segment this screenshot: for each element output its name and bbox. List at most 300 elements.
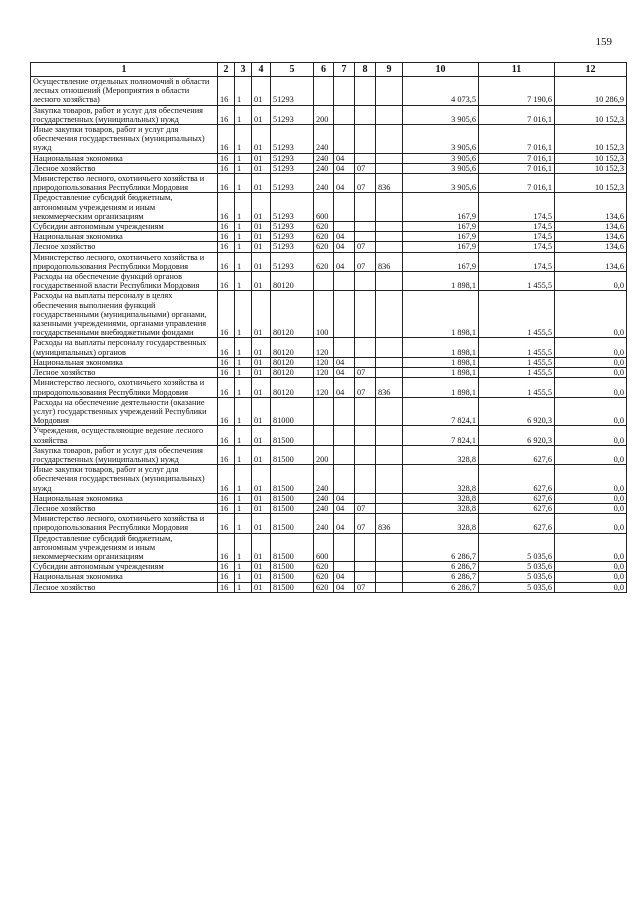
amount-cell: 6 286,7 xyxy=(403,533,479,562)
column-header: 5 xyxy=(271,63,314,77)
code-cell: 16 xyxy=(218,572,235,582)
code-cell: 01 xyxy=(252,357,271,367)
code-cell: 1 xyxy=(235,272,252,291)
table-row xyxy=(31,533,627,562)
code-cell xyxy=(355,193,376,222)
table-row xyxy=(31,105,627,124)
amount-cell: 1 898,1 xyxy=(403,338,479,357)
code-cell xyxy=(334,222,355,232)
code-cell xyxy=(355,465,376,494)
table-row xyxy=(31,368,627,378)
code-cell: 01 xyxy=(252,105,271,124)
code-cell: 1 xyxy=(235,426,252,445)
amount-cell: 10 152,3 xyxy=(555,174,627,193)
code-cell: 07 xyxy=(355,174,376,193)
column-header: 12 xyxy=(555,63,627,77)
code-cell: 07 xyxy=(355,368,376,378)
row-name-cell: Иные закупки товаров, работ и услуг для обеспечения государственных (муниципальных) нужд xyxy=(31,125,218,154)
code-cell xyxy=(376,291,403,338)
code-cell: 07 xyxy=(355,582,376,592)
row-name-cell: Учреждения, осуществляющие ведение лесного хозяйства xyxy=(31,426,218,445)
code-cell xyxy=(376,153,403,163)
amount-cell: 328,8 xyxy=(403,445,479,464)
code-cell xyxy=(376,582,403,592)
code-cell: 240 xyxy=(314,163,334,173)
code-cell: 01 xyxy=(252,582,271,592)
amount-cell: 1 898,1 xyxy=(403,291,479,338)
code-cell: 81500 xyxy=(271,572,314,582)
table-row xyxy=(31,582,627,592)
amount-cell: 7 190,6 xyxy=(479,77,555,106)
code-cell: 80120 xyxy=(271,378,314,397)
code-cell: 1 xyxy=(235,174,252,193)
code-cell: 120 xyxy=(314,338,334,357)
amount-cell: 167,9 xyxy=(403,232,479,242)
code-cell: 16 xyxy=(218,291,235,338)
amount-cell: 328,8 xyxy=(403,465,479,494)
code-cell xyxy=(334,272,355,291)
code-cell xyxy=(355,222,376,232)
code-cell: 100 xyxy=(314,291,334,338)
row-name-cell: Предоставление субсидий бюджетным, автономным учреждениям и иным некоммерческим организациям xyxy=(31,193,218,222)
amount-cell: 0,0 xyxy=(555,368,627,378)
code-cell: 81000 xyxy=(271,397,314,426)
code-cell: 16 xyxy=(218,533,235,562)
amount-cell: 134,6 xyxy=(555,193,627,222)
code-cell xyxy=(334,445,355,464)
code-cell xyxy=(334,77,355,106)
code-cell xyxy=(334,291,355,338)
code-cell xyxy=(376,232,403,242)
row-name-cell: Национальная экономика xyxy=(31,153,218,163)
table-row xyxy=(31,163,627,173)
code-cell: 01 xyxy=(252,125,271,154)
code-cell xyxy=(355,291,376,338)
code-cell: 01 xyxy=(252,445,271,464)
code-cell: 04 xyxy=(334,242,355,252)
amount-cell: 134,6 xyxy=(555,242,627,252)
code-cell: 04 xyxy=(334,357,355,367)
amount-cell: 0,0 xyxy=(555,493,627,503)
code-cell: 51293 xyxy=(271,105,314,124)
code-cell: 1 xyxy=(235,503,252,513)
amount-cell: 627,6 xyxy=(479,493,555,503)
code-cell: 1 xyxy=(235,445,252,464)
amount-cell: 1 455,5 xyxy=(479,338,555,357)
code-cell: 80120 xyxy=(271,272,314,291)
amount-cell: 5 035,6 xyxy=(479,572,555,582)
amount-cell: 7 824,1 xyxy=(403,426,479,445)
row-name-cell: Закупка товаров, работ и услуг для обеспечения государственных (муниципальных) нужд xyxy=(31,105,218,124)
amount-cell: 0,0 xyxy=(555,272,627,291)
code-cell xyxy=(355,426,376,445)
column-header: 6 xyxy=(314,63,334,77)
code-cell: 51293 xyxy=(271,77,314,106)
code-cell: 200 xyxy=(314,445,334,464)
code-cell: 16 xyxy=(218,153,235,163)
code-cell: 16 xyxy=(218,378,235,397)
amount-cell: 174,5 xyxy=(479,252,555,271)
row-name-cell: Лесное хозяйство xyxy=(31,503,218,513)
code-cell xyxy=(376,368,403,378)
code-cell: 01 xyxy=(252,368,271,378)
code-cell xyxy=(355,397,376,426)
amount-cell: 7 016,1 xyxy=(479,125,555,154)
amount-cell: 1 898,1 xyxy=(403,368,479,378)
code-cell xyxy=(355,153,376,163)
page-number: 159 xyxy=(595,36,612,48)
code-cell xyxy=(376,493,403,503)
amount-cell: 10 286,9 xyxy=(555,77,627,106)
code-cell: 1 xyxy=(235,77,252,106)
column-header: 7 xyxy=(334,63,355,77)
table-row xyxy=(31,357,627,367)
code-cell xyxy=(314,397,334,426)
code-cell: 07 xyxy=(355,378,376,397)
code-cell: 81500 xyxy=(271,503,314,513)
code-cell: 1 xyxy=(235,533,252,562)
row-name-cell: Иные закупки товаров, работ и услуг для обеспечения государственных (муниципальных) нужд xyxy=(31,465,218,494)
code-cell xyxy=(334,562,355,572)
code-cell: 16 xyxy=(218,357,235,367)
code-cell: 16 xyxy=(218,174,235,193)
code-cell: 07 xyxy=(355,252,376,271)
code-cell: 836 xyxy=(376,174,403,193)
row-name-cell: Предоставление субсидий бюджетным, автономным учреждениям и иным некоммерческим организациям xyxy=(31,533,218,562)
code-cell: 01 xyxy=(252,397,271,426)
code-cell: 16 xyxy=(218,105,235,124)
code-cell: 200 xyxy=(314,105,334,124)
amount-cell: 1 455,5 xyxy=(479,357,555,367)
column-header: 1 xyxy=(31,63,218,77)
code-cell xyxy=(355,272,376,291)
code-cell: 04 xyxy=(334,514,355,533)
header-row xyxy=(31,63,627,77)
code-cell xyxy=(334,465,355,494)
code-cell: 16 xyxy=(218,77,235,106)
code-cell: 04 xyxy=(334,252,355,271)
row-name-cell: Министерство лесного, охотничьего хозяйства и природопользования Республики Мордовия xyxy=(31,174,218,193)
code-cell: 120 xyxy=(314,368,334,378)
code-cell: 16 xyxy=(218,368,235,378)
code-cell: 51293 xyxy=(271,163,314,173)
table-row xyxy=(31,426,627,445)
amount-cell: 3 905,6 xyxy=(403,153,479,163)
amount-cell: 0,0 xyxy=(555,562,627,572)
table-row xyxy=(31,153,627,163)
code-cell: 81500 xyxy=(271,533,314,562)
amount-cell: 0,0 xyxy=(555,533,627,562)
amount-cell: 7 016,1 xyxy=(479,105,555,124)
amount-cell: 4 073,5 xyxy=(403,77,479,106)
code-cell: 836 xyxy=(376,514,403,533)
code-cell: 51293 xyxy=(271,174,314,193)
table-row xyxy=(31,445,627,464)
code-cell: 01 xyxy=(252,465,271,494)
amount-cell: 174,5 xyxy=(479,232,555,242)
code-cell: 16 xyxy=(218,222,235,232)
code-cell: 16 xyxy=(218,562,235,572)
code-cell xyxy=(334,338,355,357)
code-cell: 07 xyxy=(355,163,376,173)
code-cell: 16 xyxy=(218,338,235,357)
table-row xyxy=(31,242,627,252)
budget-table xyxy=(30,62,627,593)
code-cell: 80120 xyxy=(271,357,314,367)
code-cell: 836 xyxy=(376,252,403,271)
amount-cell: 7 016,1 xyxy=(479,163,555,173)
code-cell: 51293 xyxy=(271,252,314,271)
code-cell xyxy=(376,163,403,173)
amount-cell: 174,5 xyxy=(479,193,555,222)
code-cell: 04 xyxy=(334,378,355,397)
code-cell: 240 xyxy=(314,503,334,513)
code-cell xyxy=(355,562,376,572)
amount-cell: 328,8 xyxy=(403,514,479,533)
table-row xyxy=(31,378,627,397)
amount-cell: 1 455,5 xyxy=(479,368,555,378)
code-cell xyxy=(334,397,355,426)
amount-cell: 0,0 xyxy=(555,465,627,494)
code-cell xyxy=(376,572,403,582)
row-name-cell: Министерство лесного, охотничьего хозяйства и природопользования Республики Мордовия xyxy=(31,252,218,271)
code-cell: 1 xyxy=(235,338,252,357)
row-name-cell: Расходы на обеспечение деятельности (оказание услуг) государственных учреждений Республики Мордовия xyxy=(31,397,218,426)
table-body xyxy=(31,77,627,593)
code-cell xyxy=(314,272,334,291)
code-cell: 1 xyxy=(235,232,252,242)
amount-cell: 6 920,3 xyxy=(479,426,555,445)
code-cell: 51293 xyxy=(271,153,314,163)
code-cell: 1 xyxy=(235,357,252,367)
table-row xyxy=(31,252,627,271)
table-row xyxy=(31,291,627,338)
code-cell: 1 xyxy=(235,193,252,222)
table-row xyxy=(31,503,627,513)
code-cell: 1 xyxy=(235,493,252,503)
code-cell xyxy=(355,232,376,242)
code-cell: 51293 xyxy=(271,193,314,222)
code-cell: 01 xyxy=(252,493,271,503)
code-cell xyxy=(355,77,376,106)
code-cell: 01 xyxy=(252,503,271,513)
amount-cell: 167,9 xyxy=(403,242,479,252)
code-cell: 16 xyxy=(218,163,235,173)
amount-cell: 0,0 xyxy=(555,582,627,592)
table-row xyxy=(31,232,627,242)
code-cell: 1 xyxy=(235,105,252,124)
amount-cell: 3 905,6 xyxy=(403,163,479,173)
code-cell xyxy=(355,105,376,124)
amount-cell: 1 898,1 xyxy=(403,357,479,367)
amount-cell: 7 016,1 xyxy=(479,174,555,193)
code-cell xyxy=(334,193,355,222)
code-cell: 240 xyxy=(314,153,334,163)
code-cell: 1 xyxy=(235,397,252,426)
row-name-cell: Субсидии автономным учреждениям xyxy=(31,562,218,572)
amount-cell: 7 824,1 xyxy=(403,397,479,426)
table-row xyxy=(31,272,627,291)
code-cell xyxy=(314,77,334,106)
code-cell: 16 xyxy=(218,426,235,445)
code-cell: 16 xyxy=(218,582,235,592)
code-cell xyxy=(376,338,403,357)
code-cell: 240 xyxy=(314,465,334,494)
code-cell: 620 xyxy=(314,562,334,572)
code-cell: 620 xyxy=(314,252,334,271)
amount-cell: 0,0 xyxy=(555,338,627,357)
code-cell: 16 xyxy=(218,465,235,494)
code-cell: 1 xyxy=(235,378,252,397)
row-name-cell: Национальная экономика xyxy=(31,493,218,503)
code-cell: 1 xyxy=(235,572,252,582)
code-cell xyxy=(334,125,355,154)
code-cell: 620 xyxy=(314,242,334,252)
code-cell xyxy=(376,445,403,464)
amount-cell: 1 455,5 xyxy=(479,291,555,338)
amount-cell: 328,8 xyxy=(403,493,479,503)
row-name-cell: Министерство лесного, охотничьего хозяйства и природопользования Республики Мордовия xyxy=(31,378,218,397)
code-cell xyxy=(376,105,403,124)
row-name-cell: Расходы на выплаты персоналу в целях обеспечения выполнения функций государственными (муниципальными) органами, казенными учреждениями, органами управления государственными внебюджетными фондами xyxy=(31,291,218,338)
code-cell: 620 xyxy=(314,582,334,592)
table-row xyxy=(31,465,627,494)
code-cell: 07 xyxy=(355,242,376,252)
code-cell: 240 xyxy=(314,493,334,503)
column-header: 2 xyxy=(218,63,235,77)
code-cell: 01 xyxy=(252,514,271,533)
code-cell: 1 xyxy=(235,242,252,252)
code-cell: 620 xyxy=(314,222,334,232)
column-header: 8 xyxy=(355,63,376,77)
row-name-cell: Министерство лесного, охотничьего хозяйства и природопользования Республики Мордовия xyxy=(31,514,218,533)
code-cell: 51293 xyxy=(271,125,314,154)
code-cell xyxy=(376,357,403,367)
column-header: 3 xyxy=(235,63,252,77)
code-cell: 04 xyxy=(334,174,355,193)
amount-cell: 174,5 xyxy=(479,242,555,252)
code-cell xyxy=(355,493,376,503)
table-row xyxy=(31,397,627,426)
code-cell xyxy=(376,503,403,513)
code-cell: 16 xyxy=(218,125,235,154)
code-cell xyxy=(355,338,376,357)
row-name-cell: Национальная экономика xyxy=(31,572,218,582)
code-cell: 600 xyxy=(314,193,334,222)
code-cell xyxy=(376,193,403,222)
row-name-cell: Расходы на обеспечение функций органов государственной власти Республики Мордовия xyxy=(31,272,218,291)
amount-cell: 167,9 xyxy=(403,252,479,271)
code-cell xyxy=(376,77,403,106)
code-cell: 1 xyxy=(235,153,252,163)
code-cell: 81500 xyxy=(271,514,314,533)
code-cell: 16 xyxy=(218,193,235,222)
code-cell xyxy=(334,533,355,562)
row-name-cell: Лесное хозяйство xyxy=(31,582,218,592)
amount-cell: 3 905,6 xyxy=(403,105,479,124)
code-cell: 16 xyxy=(218,242,235,252)
row-name-cell: Национальная экономика xyxy=(31,357,218,367)
row-name-cell: Лесное хозяйство xyxy=(31,242,218,252)
column-header: 4 xyxy=(252,63,271,77)
amount-cell: 10 152,3 xyxy=(555,125,627,154)
code-cell: 01 xyxy=(252,338,271,357)
amount-cell: 167,9 xyxy=(403,193,479,222)
code-cell xyxy=(355,357,376,367)
table-row xyxy=(31,125,627,154)
code-cell: 81500 xyxy=(271,445,314,464)
code-cell: 120 xyxy=(314,378,334,397)
code-cell: 836 xyxy=(376,378,403,397)
table-row xyxy=(31,572,627,582)
code-cell: 620 xyxy=(314,572,334,582)
code-cell: 51293 xyxy=(271,242,314,252)
code-cell: 16 xyxy=(218,397,235,426)
table-row xyxy=(31,174,627,193)
code-cell: 1 xyxy=(235,252,252,271)
row-name-cell: Закупка товаров, работ и услуг для обеспечения государственных (муниципальных) нужд xyxy=(31,445,218,464)
amount-cell: 1 898,1 xyxy=(403,272,479,291)
code-cell: 16 xyxy=(218,493,235,503)
row-name-cell: Лесное хозяйство xyxy=(31,368,218,378)
amount-cell: 134,6 xyxy=(555,252,627,271)
amount-cell: 10 152,3 xyxy=(555,105,627,124)
code-cell: 04 xyxy=(334,163,355,173)
row-name-cell: Расходы на выплаты персоналу государственных (муниципальных) органов xyxy=(31,338,218,357)
code-cell: 01 xyxy=(252,291,271,338)
code-cell: 81500 xyxy=(271,582,314,592)
amount-cell: 328,8 xyxy=(403,503,479,513)
code-cell: 600 xyxy=(314,533,334,562)
amount-cell: 7 016,1 xyxy=(479,153,555,163)
code-cell xyxy=(334,426,355,445)
code-cell: 80120 xyxy=(271,338,314,357)
code-cell: 81500 xyxy=(271,426,314,445)
amount-cell: 6 286,7 xyxy=(403,572,479,582)
code-cell: 01 xyxy=(252,222,271,232)
code-cell: 1 xyxy=(235,222,252,232)
row-name-cell: Лесное хозяйство xyxy=(31,163,218,173)
code-cell: 01 xyxy=(252,242,271,252)
amount-cell: 6 286,7 xyxy=(403,562,479,572)
code-cell: 04 xyxy=(334,582,355,592)
amount-cell: 3 905,6 xyxy=(403,174,479,193)
code-cell: 120 xyxy=(314,357,334,367)
amount-cell: 5 035,6 xyxy=(479,582,555,592)
code-cell: 240 xyxy=(314,125,334,154)
column-header: 10 xyxy=(403,63,479,77)
amount-cell: 0,0 xyxy=(555,397,627,426)
code-cell: 1 xyxy=(235,514,252,533)
code-cell xyxy=(376,272,403,291)
table-row xyxy=(31,193,627,222)
code-cell xyxy=(376,242,403,252)
code-cell xyxy=(376,426,403,445)
code-cell: 16 xyxy=(218,445,235,464)
amount-cell: 5 035,6 xyxy=(479,562,555,572)
amount-cell: 1 898,1 xyxy=(403,378,479,397)
code-cell xyxy=(355,445,376,464)
code-cell: 04 xyxy=(334,503,355,513)
code-cell: 81500 xyxy=(271,562,314,572)
code-cell: 1 xyxy=(235,291,252,338)
code-cell xyxy=(376,397,403,426)
code-cell: 1 xyxy=(235,465,252,494)
amount-cell: 0,0 xyxy=(555,378,627,397)
code-cell: 01 xyxy=(252,77,271,106)
code-cell: 16 xyxy=(218,503,235,513)
code-cell xyxy=(314,426,334,445)
